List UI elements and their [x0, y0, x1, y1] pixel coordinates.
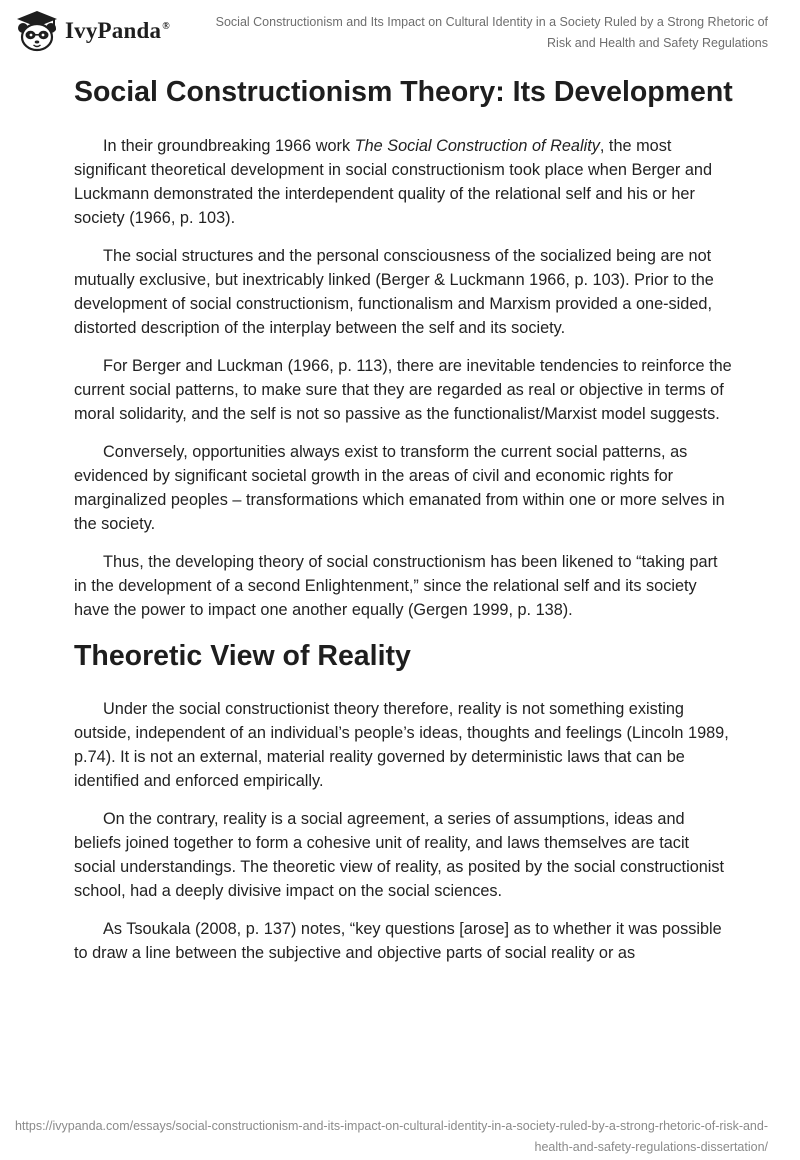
section-heading: Theoretic View of Reality [74, 640, 411, 672]
paragraph: On the contrary, reality is a social agreement, a series of assumptions, ideas and beliefs joined together to form a cohesive unit of reality, and laws themselves are tacit social understandings. The theoretic view of reality, as posited by the social constructionist school, had a deeply divisive impact on the social sciences. [74, 810, 725, 900]
paragraph: The social structures and the personal consciousness of the socialized being are not mutually exclusive, but inextricably linked (Berger & Luckmann 1966, p. 103). Prior to the development of social constructionism, functionalism and Marxism provided a one-sided, distorted description of the interplay between the self and its society. [74, 247, 714, 337]
panda-graduate-icon [14, 10, 60, 52]
brand-name: IvyPanda® [65, 18, 170, 43]
document-title: Social Constructionism and Its Impact on Cultural Identity in a Society Ruled by a Strong Rhetoric of Risk and Health and Safety Regulations [215, 15, 768, 50]
paragraph: Thus, the developing theory of social constructionism has been likened to “taking part in the development of a second Enlightenment,” since the relational self and its society have the power to impact one another equally (Gergen 1999, p. 138). [74, 553, 718, 619]
paragraph: In their groundbreaking 1966 work The Social Construction of Reality, the most significant theoretical development in social constructionism took place when Berger and Luckmann demonstrated the interdependent quality of the relational self and his or her society (1966, p. 103). [74, 137, 713, 227]
source-url[interactable]: https://ivypanda.com/essays/social-constructionism-and-its-impact-on-cultural-identity-in-a-society-ruled-by-a-strong-rhetoric-of-risk-and-health-and-safety-regulations-dissertation/ [14, 1119, 768, 1154]
page-header [0, 0, 800, 62]
paragraph: Under the social constructionist theory therefore, reality is not something existing outside, independent of an individual’s people’s ideas, thoughts and feelings (Lincoln 1989, p.74). It is not an external, material reality governed by deterministic laws that can be identified and enforced empirically. [74, 700, 729, 790]
section-heading: Social Constructionism Theory: Its Development [74, 76, 733, 108]
paragraph: Conversely, opportunities always exist to transform the current social patterns, as evidenced by significant societal growth in the areas of civil and economic rights for marginalized peoples – transformations which emanated from within one or more selves in the society. [74, 443, 725, 533]
essay-content [74, 72, 734, 979]
trademark-symbol: ® [162, 21, 170, 33]
ivypanda-logo[interactable] [14, 10, 170, 52]
paragraph: As Tsoukala (2008, p. 137) notes, “key questions [arose] as to whether it was possible to draw a line between the subjective and objective parts of social reality or as [74, 920, 722, 962]
book-title: The Social Construction of Reality [354, 137, 600, 155]
paragraph: For Berger and Luckman (1966, p. 113), there are inevitable tendencies to reinforce the current social patterns, to make sure that they are regarded as real or objective in terms of moral solidarity, and the self is not so passive as the functionalist/Marxist model suggests. [74, 357, 732, 423]
